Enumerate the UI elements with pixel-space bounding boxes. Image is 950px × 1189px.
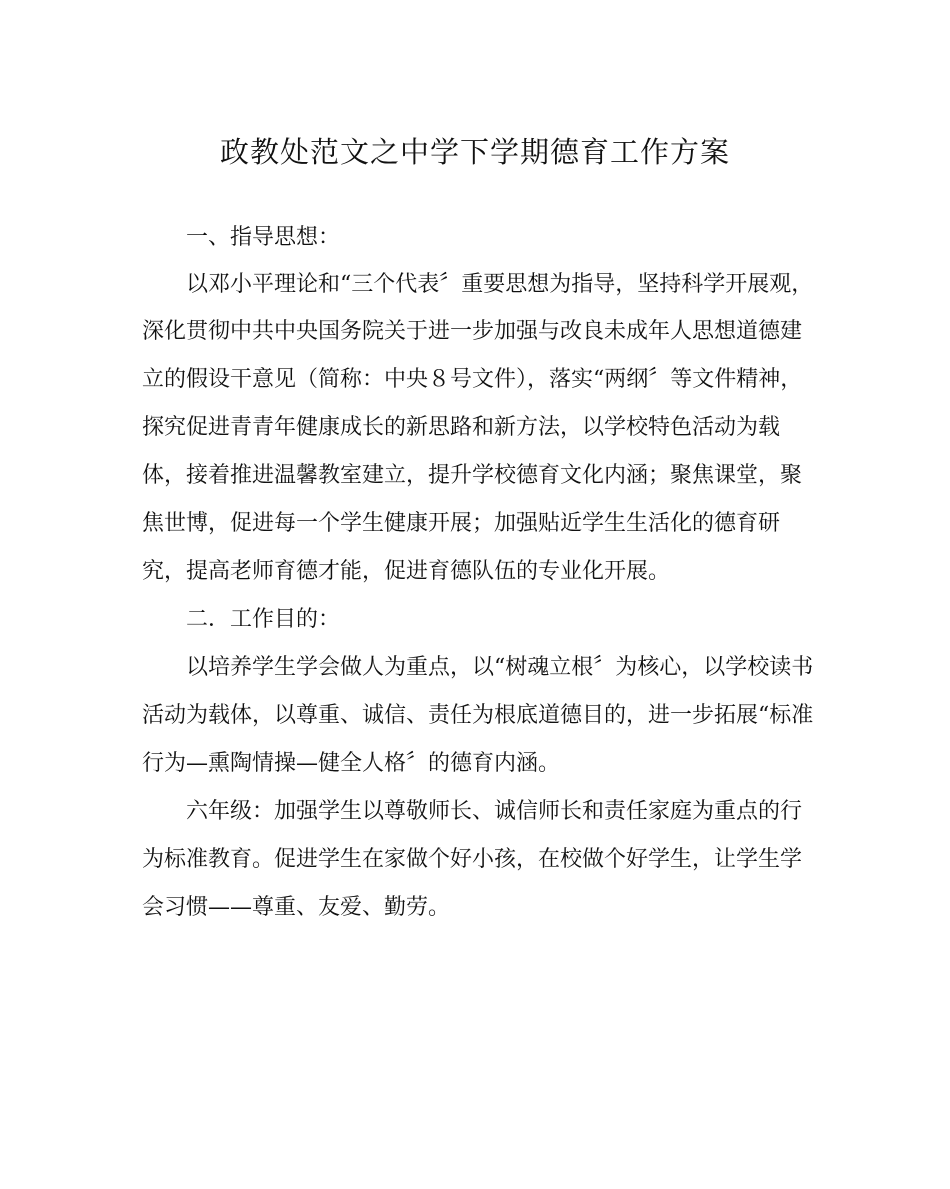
paragraph-line: 会习惯——尊重、友爱、勤劳。: [142, 895, 451, 920]
paragraph-line: 为标准教育。促进学生在家做个好小孩，在校做个好学生，让学生学: [142, 847, 803, 872]
heading-guiding-ideology: 一、指导思想：: [186, 225, 341, 250]
paragraph-line: 以培养学生学会做人为重点，以“树魂立根〞为核心，以学校读书: [186, 655, 814, 680]
paragraph-line: 探究促进青青年健康成长的新思路和新方法，以学校特色活动为载: [142, 415, 781, 440]
document-title: 政教处范文之中学下学期德育工作方案: [219, 135, 730, 169]
paragraph-line: 究，提高老师育德才能，促进育德队伍的专业化开展。: [142, 559, 671, 584]
paragraph-line: 活动为载体，以尊重、诚信、责任为根底道德目的，进一步拓展“标准: [142, 703, 814, 728]
paragraph-line: 焦世博，促进每一个学生健康开展；加强贴近学生生活化的德育研: [142, 511, 781, 536]
paragraph-line: 六年级：加强学生以尊敬师长、诚信师长和责任家庭为重点的行: [186, 799, 803, 824]
paragraph-line: 体，接着推进温馨教室建立，提升学校德育文化内涵；聚焦课堂，聚: [142, 463, 803, 488]
paragraph-line: 以邓小平理论和“三个代表〞重要思想为指导，坚持科学开展观，: [186, 272, 814, 297]
paragraph-line: 行为—熏陶情操—健全人格〞的德育内涵。: [142, 751, 561, 776]
paragraph-line: 深化贯彻中共中央国务院关于进一步加强与改良未成年人思想道德建: [142, 319, 803, 344]
heading-work-objectives: 二．工作目的：: [186, 607, 341, 632]
paragraph-line: 立的假设干意见（简称：中央８号文件），落实“两纲〞等文件精神，: [142, 367, 803, 392]
